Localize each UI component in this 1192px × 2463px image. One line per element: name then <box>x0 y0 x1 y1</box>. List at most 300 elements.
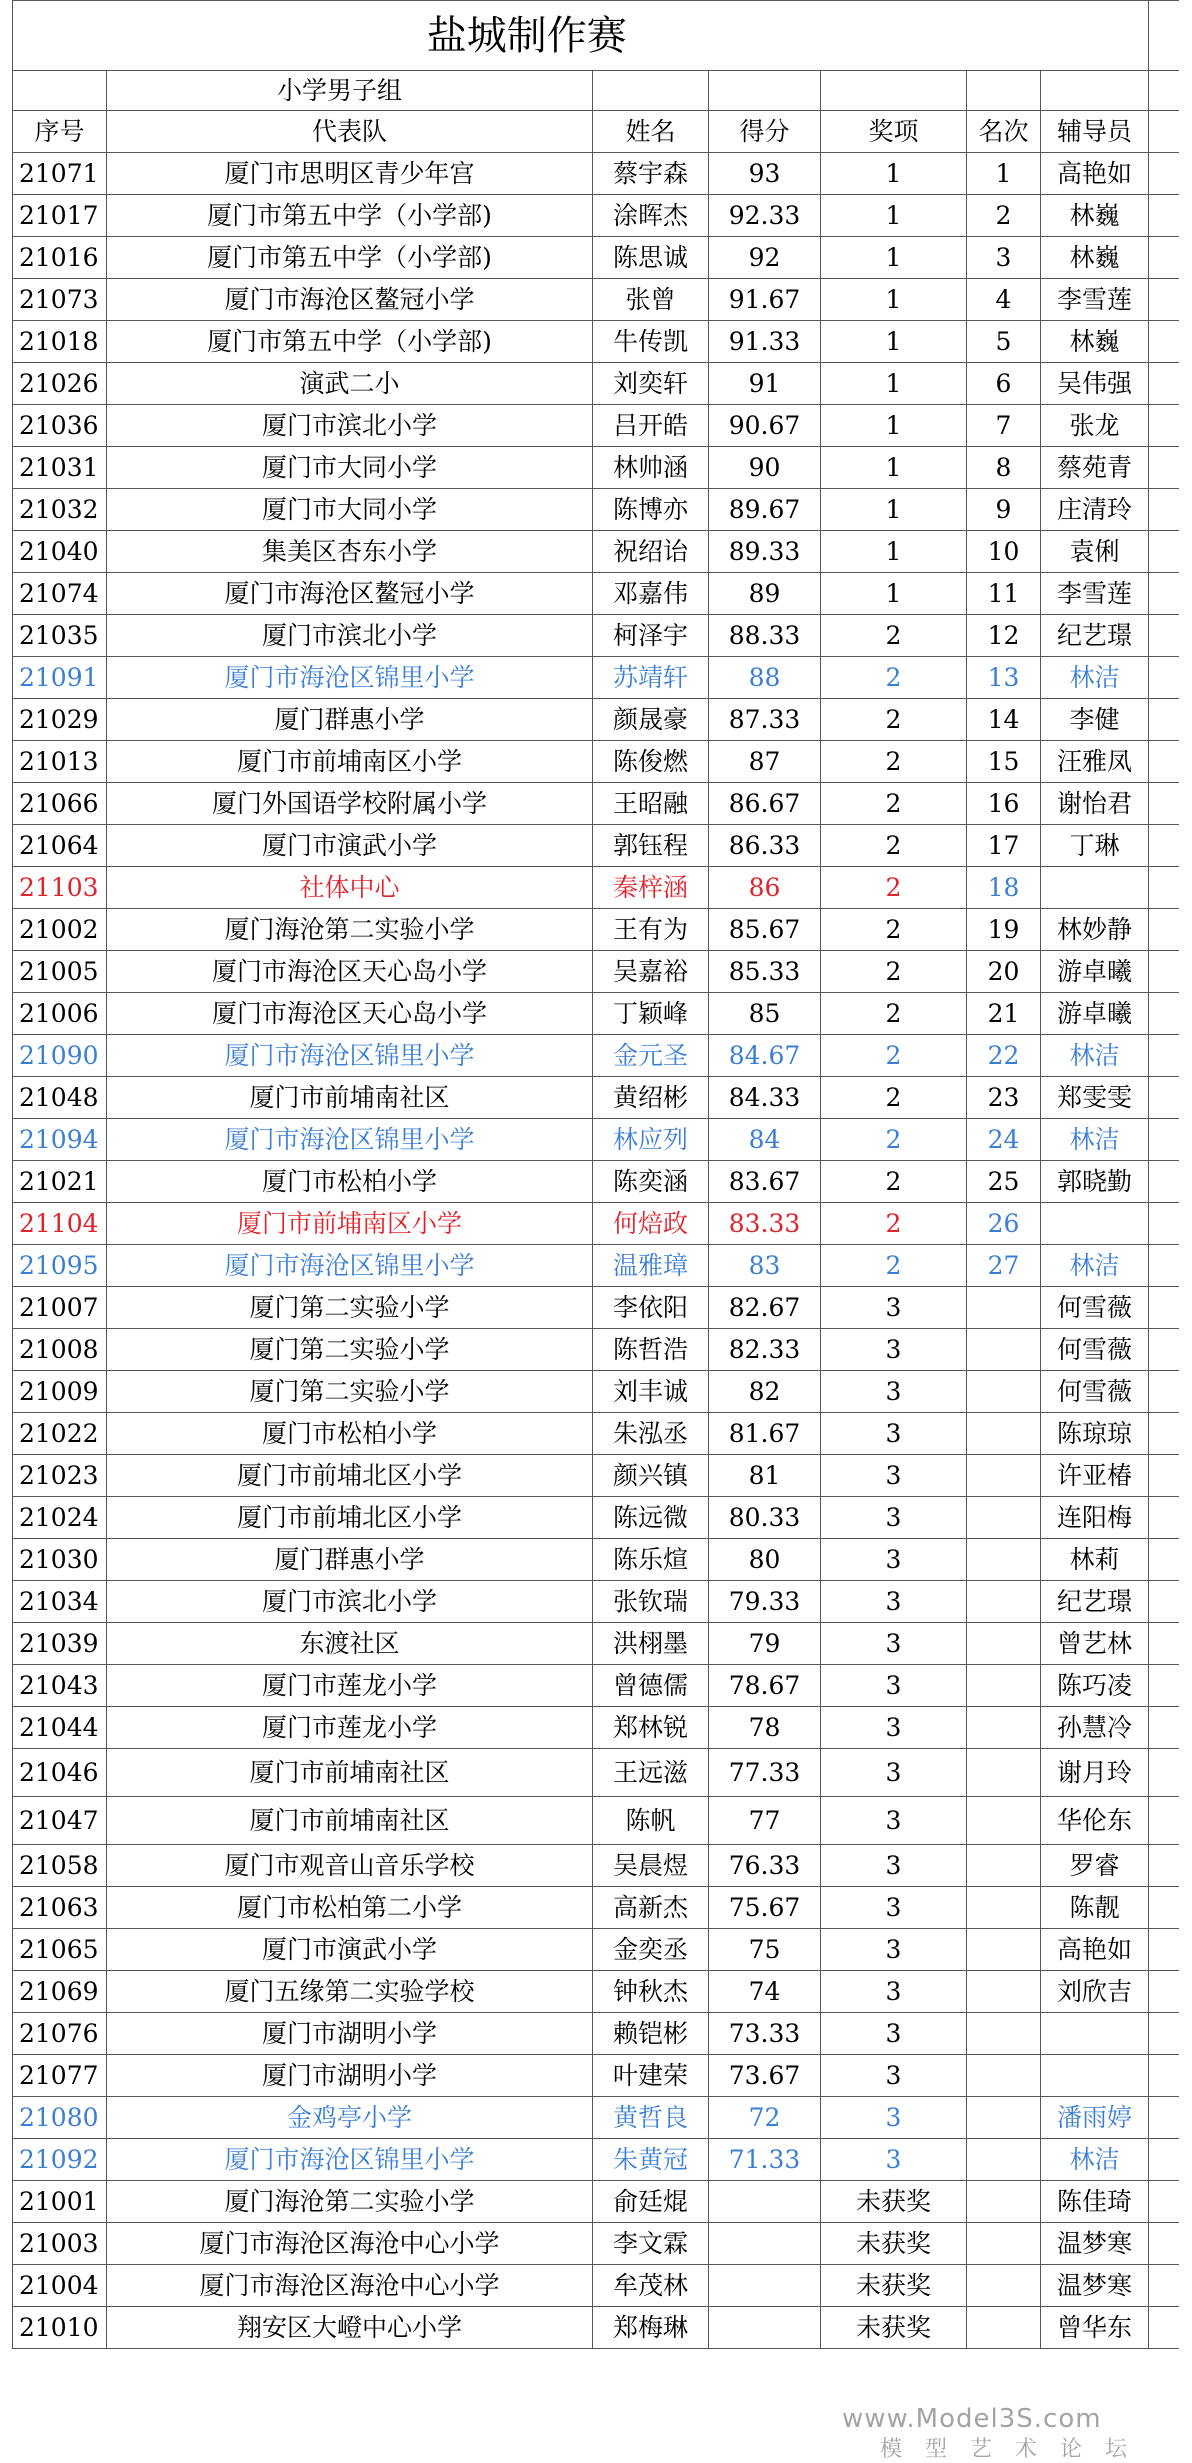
table-row <box>13 1971 1179 2013</box>
name-cell: 邓嘉伟 <box>593 573 709 615</box>
score-cell: 89 <box>709 573 821 615</box>
coach-cell: 高艳如 <box>1041 1929 1149 1971</box>
table-row <box>13 1797 1179 1845</box>
serial-cell: 21005 <box>13 951 107 993</box>
award-cell: 2 <box>821 825 967 867</box>
rank-cell: 21 <box>967 993 1041 1035</box>
team-cell: 厦门市海沧区天心岛小学 <box>107 951 593 993</box>
name-cell: 朱黄冠 <box>593 2139 709 2181</box>
score-cell: 80.33 <box>709 1497 821 1539</box>
award-cell: 2 <box>821 1161 967 1203</box>
serial-cell: 21074 <box>13 573 107 615</box>
score-cell: 72 <box>709 2097 821 2139</box>
rank-cell: 8 <box>967 447 1041 489</box>
serial-cell: 21023 <box>13 1455 107 1497</box>
score-cell: 87.33 <box>709 699 821 741</box>
team-cell: 厦门市滨北小学 <box>107 405 593 447</box>
rank-cell: 26 <box>967 1203 1041 1245</box>
coach-cell <box>1041 867 1149 909</box>
name-cell: 郭钰程 <box>593 825 709 867</box>
coach-cell: 许亚椿 <box>1041 1455 1149 1497</box>
rank-cell: 14 <box>967 699 1041 741</box>
team-cell: 金鸡亭小学 <box>107 2097 593 2139</box>
rank-cell <box>967 2307 1041 2349</box>
score-cell: 77 <box>709 1797 821 1845</box>
name-cell: 颜兴镇 <box>593 1455 709 1497</box>
award-cell: 1 <box>821 321 967 363</box>
name-cell: 林帅涵 <box>593 447 709 489</box>
table-row <box>13 1203 1179 1245</box>
coach-cell: 曾艺林 <box>1041 1623 1149 1665</box>
table-row <box>13 2055 1179 2097</box>
team-cell: 厦门市演武小学 <box>107 825 593 867</box>
table-row <box>13 153 1179 195</box>
score-cell: 91.33 <box>709 321 821 363</box>
award-cell: 2 <box>821 1203 967 1245</box>
team-cell: 厦门市湖明小学 <box>107 2013 593 2055</box>
team-cell: 厦门市滨北小学 <box>107 615 593 657</box>
award-cell: 3 <box>821 1329 967 1371</box>
name-cell: 李依阳 <box>593 1287 709 1329</box>
score-cell: 85.67 <box>709 909 821 951</box>
award-cell: 1 <box>821 573 967 615</box>
rank-cell: 1 <box>967 153 1041 195</box>
award-cell: 2 <box>821 699 967 741</box>
serial-cell: 21003 <box>13 2223 107 2265</box>
rank-cell: 7 <box>967 405 1041 447</box>
team-cell: 东渡社区 <box>107 1623 593 1665</box>
rank-cell: 9 <box>967 489 1041 531</box>
serial-cell: 21030 <box>13 1539 107 1581</box>
award-cell: 3 <box>821 1707 967 1749</box>
award-cell: 3 <box>821 1581 967 1623</box>
table-row <box>13 951 1179 993</box>
coach-cell: 林莉 <box>1041 1539 1149 1581</box>
table-row <box>13 2265 1179 2307</box>
name-cell: 陈帆 <box>593 1797 709 1845</box>
rank-cell: 10 <box>967 531 1041 573</box>
coach-cell: 汪雅凤 <box>1041 741 1149 783</box>
name-cell: 温雅璋 <box>593 1245 709 1287</box>
table-row <box>13 1665 1179 1707</box>
rank-cell: 22 <box>967 1035 1041 1077</box>
name-cell: 祝绍诒 <box>593 531 709 573</box>
score-cell <box>709 2223 821 2265</box>
award-cell: 1 <box>821 195 967 237</box>
table-row <box>13 825 1179 867</box>
table-row <box>13 1887 1179 1929</box>
serial-cell: 21032 <box>13 489 107 531</box>
score-cell: 77.33 <box>709 1749 821 1797</box>
serial-cell: 21029 <box>13 699 107 741</box>
team-cell: 厦门市湖明小学 <box>107 2055 593 2097</box>
coach-cell: 庄清玲 <box>1041 489 1149 531</box>
score-cell: 86.33 <box>709 825 821 867</box>
team-cell: 厦门市海沧区锦里小学 <box>107 1245 593 1287</box>
serial-cell: 21090 <box>13 1035 107 1077</box>
header-cell: 辅导员 <box>1041 111 1149 153</box>
team-cell: 厦门市前埔北区小学 <box>107 1455 593 1497</box>
coach-cell: 吴伟强 <box>1041 363 1149 405</box>
table-row <box>13 2139 1179 2181</box>
rank-cell <box>967 1749 1041 1797</box>
score-cell: 78.67 <box>709 1665 821 1707</box>
name-cell: 高新杰 <box>593 1887 709 1929</box>
rank-cell <box>967 2013 1041 2055</box>
name-cell: 张钦瑞 <box>593 1581 709 1623</box>
name-cell: 赖铠彬 <box>593 2013 709 2055</box>
award-cell: 3 <box>821 1797 967 1845</box>
coach-cell: 谢月玲 <box>1041 1749 1149 1797</box>
score-cell: 92 <box>709 237 821 279</box>
table-row <box>13 1749 1179 1797</box>
score-cell: 84.33 <box>709 1077 821 1119</box>
award-cell: 1 <box>821 237 967 279</box>
score-cell: 89.67 <box>709 489 821 531</box>
rank-cell <box>967 1971 1041 2013</box>
name-cell: 王昭融 <box>593 783 709 825</box>
table-row <box>13 1161 1179 1203</box>
award-cell: 3 <box>821 1413 967 1455</box>
coach-cell: 潘雨婷 <box>1041 2097 1149 2139</box>
name-cell: 洪栩墨 <box>593 1623 709 1665</box>
rank-cell: 25 <box>967 1161 1041 1203</box>
award-cell: 2 <box>821 867 967 909</box>
rank-cell: 6 <box>967 363 1041 405</box>
serial-cell: 21016 <box>13 237 107 279</box>
serial-cell: 21069 <box>13 1971 107 2013</box>
serial-cell: 21073 <box>13 279 107 321</box>
name-cell: 陈远微 <box>593 1497 709 1539</box>
rank-cell: 27 <box>967 1245 1041 1287</box>
score-cell: 82.33 <box>709 1329 821 1371</box>
score-cell: 76.33 <box>709 1845 821 1887</box>
award-cell: 2 <box>821 951 967 993</box>
table-row <box>13 405 1179 447</box>
award-cell: 3 <box>821 1845 967 1887</box>
table-row <box>13 489 1179 531</box>
table-row <box>13 2097 1179 2139</box>
score-cell: 71.33 <box>709 2139 821 2181</box>
table-row <box>13 741 1179 783</box>
rank-cell: 16 <box>967 783 1041 825</box>
score-cell <box>709 2265 821 2307</box>
team-cell: 集美区杏东小学 <box>107 531 593 573</box>
award-cell: 1 <box>821 363 967 405</box>
award-cell: 1 <box>821 447 967 489</box>
coach-cell: 林洁 <box>1041 1245 1149 1287</box>
award-cell: 3 <box>821 1971 967 2013</box>
serial-cell: 21091 <box>13 657 107 699</box>
name-cell: 黄绍彬 <box>593 1077 709 1119</box>
name-cell: 陈乐煊 <box>593 1539 709 1581</box>
rank-cell <box>967 2139 1041 2181</box>
rank-cell <box>967 2223 1041 2265</box>
score-cell: 83.33 <box>709 1203 821 1245</box>
rank-cell: 2 <box>967 195 1041 237</box>
coach-cell: 高艳如 <box>1041 153 1149 195</box>
serial-cell: 21034 <box>13 1581 107 1623</box>
header-cell: 名次 <box>967 111 1041 153</box>
serial-cell: 21010 <box>13 2307 107 2349</box>
serial-cell: 21077 <box>13 2055 107 2097</box>
serial-cell: 21065 <box>13 1929 107 1971</box>
serial-cell: 21058 <box>13 1845 107 1887</box>
name-cell: 蔡宇森 <box>593 153 709 195</box>
rank-cell: 24 <box>967 1119 1041 1161</box>
team-cell: 厦门市海沧区锦里小学 <box>107 1119 593 1161</box>
award-cell: 未获奖 <box>821 2307 967 2349</box>
rank-cell: 17 <box>967 825 1041 867</box>
award-cell: 3 <box>821 1287 967 1329</box>
coach-cell: 林洁 <box>1041 1035 1149 1077</box>
rank-cell <box>967 1371 1041 1413</box>
header-cell: 奖项 <box>821 111 967 153</box>
award-cell: 3 <box>821 2139 967 2181</box>
award-cell: 3 <box>821 2013 967 2055</box>
table-row <box>13 699 1179 741</box>
score-cell: 88.33 <box>709 615 821 657</box>
team-cell: 厦门市第五中学（小学部) <box>107 321 593 363</box>
header-cell: 代表队 <box>107 111 593 153</box>
serial-cell: 21071 <box>13 153 107 195</box>
team-cell: 厦门市海沧区锦里小学 <box>107 657 593 699</box>
coach-cell: 华伦东 <box>1041 1797 1149 1845</box>
team-cell: 厦门市第五中学（小学部) <box>107 195 593 237</box>
serial-cell: 21001 <box>13 2181 107 2223</box>
name-cell: 朱泓丞 <box>593 1413 709 1455</box>
serial-cell: 21044 <box>13 1707 107 1749</box>
name-cell: 秦梓涵 <box>593 867 709 909</box>
team-cell: 厦门市海沧区海沧中心小学 <box>107 2223 593 2265</box>
award-cell: 3 <box>821 1623 967 1665</box>
serial-cell: 21004 <box>13 2265 107 2307</box>
name-cell: 涂晖杰 <box>593 195 709 237</box>
serial-cell: 21009 <box>13 1371 107 1413</box>
table-row <box>13 2307 1179 2349</box>
name-cell: 郑梅琳 <box>593 2307 709 2349</box>
coach-cell: 游卓曦 <box>1041 951 1149 993</box>
coach-cell: 张龙 <box>1041 405 1149 447</box>
rank-cell: 5 <box>967 321 1041 363</box>
rank-cell: 3 <box>967 237 1041 279</box>
table-row <box>13 783 1179 825</box>
table-row <box>13 1929 1179 1971</box>
table-row <box>13 867 1179 909</box>
name-cell: 吴晨煜 <box>593 1845 709 1887</box>
coach-cell: 纪艺璟 <box>1041 1581 1149 1623</box>
serial-cell: 21007 <box>13 1287 107 1329</box>
serial-cell: 21092 <box>13 2139 107 2181</box>
rank-cell <box>967 2097 1041 2139</box>
team-cell: 厦门第二实验小学 <box>107 1329 593 1371</box>
team-cell: 厦门市前埔南区小学 <box>107 741 593 783</box>
score-cell: 79 <box>709 1623 821 1665</box>
score-cell: 80 <box>709 1539 821 1581</box>
serial-cell: 21002 <box>13 909 107 951</box>
coach-cell: 何雪薇 <box>1041 1329 1149 1371</box>
award-cell: 3 <box>821 1371 967 1413</box>
team-cell: 厦门市海沧区鳌冠小学 <box>107 279 593 321</box>
coach-cell: 谢怡君 <box>1041 783 1149 825</box>
name-cell: 钟秋杰 <box>593 1971 709 2013</box>
table-row <box>13 321 1179 363</box>
award-cell: 2 <box>821 615 967 657</box>
award-cell: 3 <box>821 1749 967 1797</box>
serial-cell: 21031 <box>13 447 107 489</box>
team-cell: 厦门市前埔南社区 <box>107 1749 593 1797</box>
award-cell: 2 <box>821 657 967 699</box>
table-row <box>13 1245 1179 1287</box>
name-cell: 颜晟豪 <box>593 699 709 741</box>
award-cell: 2 <box>821 1077 967 1119</box>
coach-cell: 林巍 <box>1041 195 1149 237</box>
table-row <box>13 573 1179 615</box>
name-cell: 牛传凯 <box>593 321 709 363</box>
serial-cell: 21006 <box>13 993 107 1035</box>
score-cell: 74 <box>709 1971 821 2013</box>
rank-cell: 13 <box>967 657 1041 699</box>
award-cell: 2 <box>821 1119 967 1161</box>
team-cell: 厦门市第五中学（小学部) <box>107 237 593 279</box>
coach-cell: 刘欣吉 <box>1041 1971 1149 2013</box>
award-cell: 3 <box>821 1665 967 1707</box>
award-cell: 3 <box>821 2097 967 2139</box>
rank-cell: 20 <box>967 951 1041 993</box>
team-cell: 厦门海沧第二实验小学 <box>107 909 593 951</box>
coach-cell <box>1041 2013 1149 2055</box>
coach-cell: 郭晓勤 <box>1041 1161 1149 1203</box>
rank-cell: 19 <box>967 909 1041 951</box>
score-cell <box>709 2181 821 2223</box>
name-cell: 金元圣 <box>593 1035 709 1077</box>
coach-cell: 孙慧冷 <box>1041 1707 1149 1749</box>
serial-cell: 21039 <box>13 1623 107 1665</box>
table-row <box>13 2013 1179 2055</box>
team-cell: 厦门市大同小学 <box>107 489 593 531</box>
coach-cell: 林洁 <box>1041 657 1149 699</box>
watermark-url: www.Model3S.com <box>842 2404 1102 2434</box>
team-cell: 厦门市演武小学 <box>107 1929 593 1971</box>
coach-cell: 何雪薇 <box>1041 1371 1149 1413</box>
score-cell: 82.67 <box>709 1287 821 1329</box>
name-cell: 陈博亦 <box>593 489 709 531</box>
coach-cell: 曾华东 <box>1041 2307 1149 2349</box>
rank-cell <box>967 1797 1041 1845</box>
table-row <box>13 615 1179 657</box>
table-row <box>13 657 1179 699</box>
award-cell: 1 <box>821 489 967 531</box>
coach-cell: 林妙静 <box>1041 909 1149 951</box>
team-cell: 厦门市莲龙小学 <box>107 1665 593 1707</box>
watermark-text: 模 型 艺 术 论 坛 <box>880 2437 1135 2462</box>
team-cell: 演武二小 <box>107 363 593 405</box>
score-cell: 93 <box>709 153 821 195</box>
score-cell: 89.33 <box>709 531 821 573</box>
table-row <box>13 1455 1179 1497</box>
serial-cell: 21047 <box>13 1797 107 1845</box>
name-cell: 牟茂林 <box>593 2265 709 2307</box>
team-cell: 厦门五缘第二实验学校 <box>107 1971 593 2013</box>
coach-cell: 何雪薇 <box>1041 1287 1149 1329</box>
sheet-title: 盐城制作赛 <box>13 1 1041 71</box>
table-row <box>13 363 1179 405</box>
team-cell: 厦门群惠小学 <box>107 699 593 741</box>
score-cell: 91.67 <box>709 279 821 321</box>
name-cell: 郑林锐 <box>593 1707 709 1749</box>
header-row <box>13 111 1179 153</box>
name-cell: 何焙政 <box>593 1203 709 1245</box>
rank-cell <box>967 2055 1041 2097</box>
team-cell: 厦门市海沧区锦里小学 <box>107 1035 593 1077</box>
coach-cell: 温梦寒 <box>1041 2223 1149 2265</box>
serial-cell: 21036 <box>13 405 107 447</box>
results-table <box>12 0 1179 2349</box>
serial-cell: 21094 <box>13 1119 107 1161</box>
table-row <box>13 447 1179 489</box>
coach-cell: 李健 <box>1041 699 1149 741</box>
name-cell: 陈奕涵 <box>593 1161 709 1203</box>
serial-cell: 21021 <box>13 1161 107 1203</box>
score-cell: 92.33 <box>709 195 821 237</box>
table-row <box>13 2181 1179 2223</box>
team-cell: 厦门市海沧区锦里小学 <box>107 2139 593 2181</box>
serial-cell: 21066 <box>13 783 107 825</box>
table-row <box>13 1413 1179 1455</box>
team-cell: 厦门市松柏第二小学 <box>107 1887 593 1929</box>
table-row <box>13 1371 1179 1413</box>
name-cell: 王远滋 <box>593 1749 709 1797</box>
award-cell: 未获奖 <box>821 2181 967 2223</box>
coach-cell: 纪艺璟 <box>1041 615 1149 657</box>
score-cell: 79.33 <box>709 1581 821 1623</box>
award-cell: 3 <box>821 1887 967 1929</box>
serial-cell: 21104 <box>13 1203 107 1245</box>
rank-cell <box>967 1845 1041 1887</box>
serial-cell: 21008 <box>13 1329 107 1371</box>
rank-cell <box>967 1707 1041 1749</box>
score-cell: 90.67 <box>709 405 821 447</box>
award-cell: 未获奖 <box>821 2223 967 2265</box>
coach-cell: 袁俐 <box>1041 531 1149 573</box>
score-cell: 85 <box>709 993 821 1035</box>
award-cell: 2 <box>821 909 967 951</box>
group-label: 小学男子组 <box>107 71 593 111</box>
name-cell: 林应列 <box>593 1119 709 1161</box>
rank-cell <box>967 1329 1041 1371</box>
award-cell: 2 <box>821 783 967 825</box>
score-cell: 91 <box>709 363 821 405</box>
award-cell: 未获奖 <box>821 2265 967 2307</box>
team-cell: 厦门市海沧区天心岛小学 <box>107 993 593 1035</box>
team-cell: 厦门海沧第二实验小学 <box>107 2181 593 2223</box>
score-cell: 81.67 <box>709 1413 821 1455</box>
score-cell: 88 <box>709 657 821 699</box>
rank-cell <box>967 1581 1041 1623</box>
award-cell: 2 <box>821 1035 967 1077</box>
rank-cell <box>967 2265 1041 2307</box>
serial-cell: 21076 <box>13 2013 107 2055</box>
table-row <box>13 531 1179 573</box>
header-cell: 序号 <box>13 111 107 153</box>
award-cell: 1 <box>821 531 967 573</box>
team-cell: 厦门市前埔南社区 <box>107 1797 593 1845</box>
name-cell: 丁颖峰 <box>593 993 709 1035</box>
serial-cell: 21080 <box>13 2097 107 2139</box>
award-cell: 3 <box>821 1455 967 1497</box>
serial-cell: 21043 <box>13 1665 107 1707</box>
score-cell: 84 <box>709 1119 821 1161</box>
